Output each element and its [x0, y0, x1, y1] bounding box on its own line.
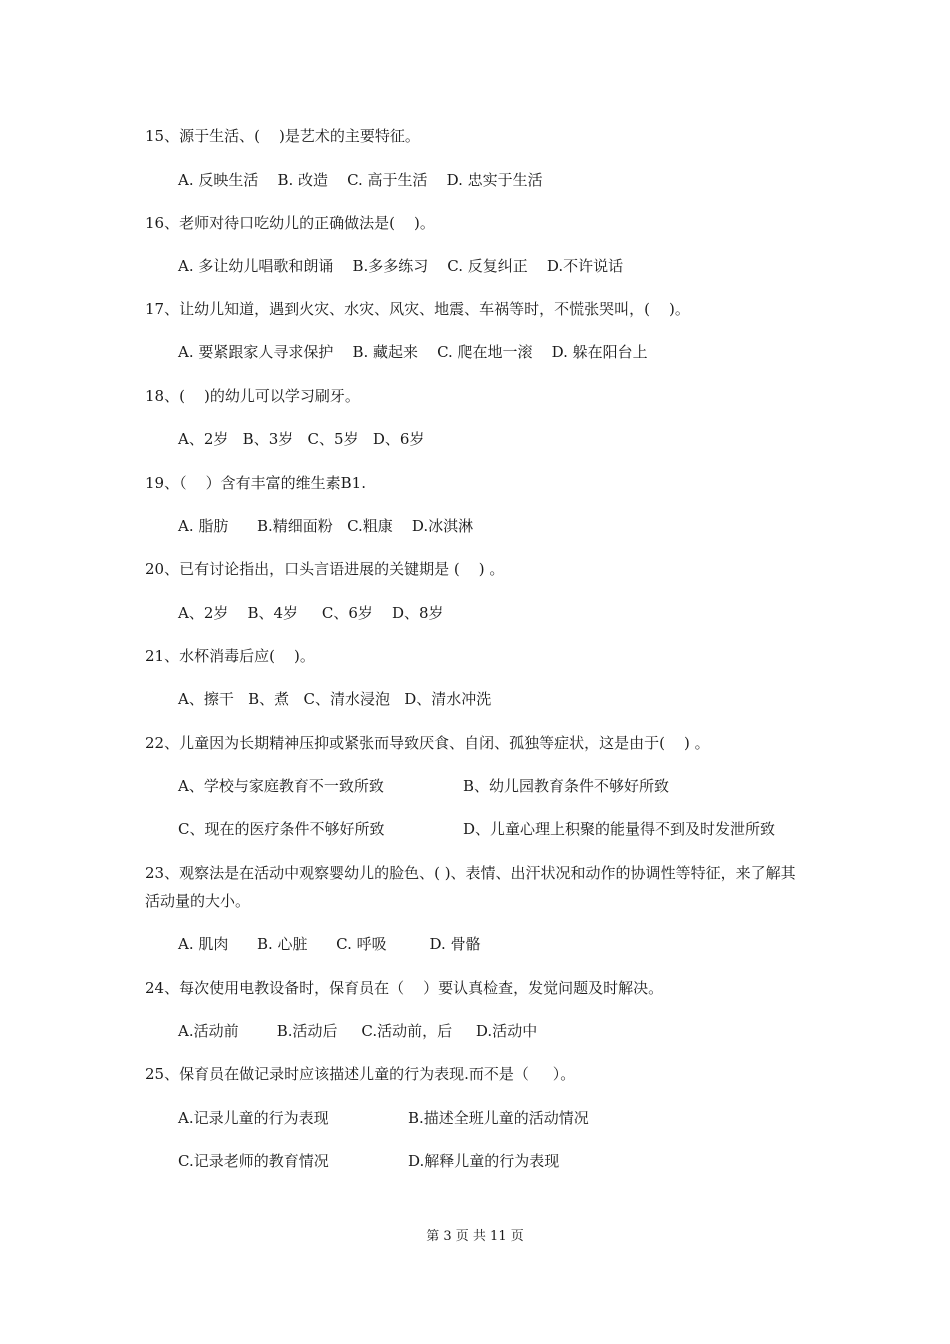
question-20-options: A、2岁 B、4岁 C、6岁 D、8岁 [178, 604, 444, 622]
question-25-option-a: A.记录儿童的行为表现 [178, 1109, 329, 1127]
question-18-stem: 18、( )的幼儿可以学习刷牙。 [145, 387, 360, 405]
question-15-stem: 15、源于生活、( )是艺术的主要特征。 [145, 127, 420, 145]
page-number-footer: 第 3 页 共 11 页 [426, 1229, 524, 1244]
question-22-option-b: B、幼儿园教育条件不够好所致 [463, 777, 670, 795]
question-22-option-d: D、儿童心理上积聚的能量得不到及时发泄所致 [463, 820, 776, 838]
question-25-option-c: C.记录老师的教育情况 [178, 1152, 329, 1170]
question-22-option-a: A、学校与家庭教育不一致所致 [178, 777, 384, 795]
question-23-options: A. 肌肉 B. 心脏 C. 呼吸 D. 骨骼 [178, 935, 481, 953]
question-21-stem: 21、水杯消毒后应( )。 [145, 647, 315, 665]
question-25-option-d: D.解释儿童的行为表现 [408, 1152, 560, 1170]
question-19-options: A. 脂肪 B.精细面粉 C.粗康 D.冰淇淋 [178, 517, 474, 535]
question-16-options: A. 多让幼儿唱歌和朗诵 B.多多练习 C. 反复纠正 D.不许说话 [178, 257, 624, 275]
question-23-stem: 23、观察法是在活动中观察婴幼儿的脸色、( )、表情、出汗状况和动作的协调性等特征，来了解其活动量的大小。 [145, 864, 796, 910]
question-22-stem: 22、儿童因为长期精神压抑或紧张而导致厌食、自闭、孤独等症状，这是由于( ) 。 [145, 734, 710, 752]
question-15-options: A. 反映生活 B. 改造 C. 高于生活 D. 忠实于生活 [178, 171, 543, 189]
question-22-option-c: C、现在的医疗条件不够好所致 [178, 820, 385, 838]
question-17-options: A. 要紧跟家人寻求保护 B. 藏起来 C. 爬在地一滚 D. 躲在阳台上 [178, 343, 648, 361]
question-24-options: A.活动前 B.活动后 C.活动前，后 D.活动中 [178, 1022, 538, 1040]
question-19-stem: 19、（ ）含有丰富的维生素B1. [145, 474, 366, 492]
question-25-stem: 25、保育员在做记录时应该描述儿童的行为表现.而不是（ ）。 [145, 1065, 576, 1083]
question-18-options: A、2岁 B、3岁 C、5岁 D、6岁 [178, 430, 425, 448]
question-16-stem: 16、老师对待口吃幼儿的正确做法是( )。 [145, 214, 435, 232]
question-21-options: A、擦干 B、煮 C、清水浸泡 D、清水冲洗 [178, 690, 492, 708]
question-25-option-b: B.描述全班儿童的活动情况 [408, 1109, 589, 1127]
question-17-stem: 17、让幼儿知道，遇到火灾、水灾、风灾、地震、车祸等时，不慌张哭叫，( )。 [145, 300, 690, 318]
question-20-stem: 20、已有讨论指出，口头言语进展的关键期是 ( ) 。 [145, 560, 505, 578]
question-24-stem: 24、每次使用电教设备时，保育员在（ ）要认真检查，发觉问题及时解决。 [145, 979, 664, 997]
